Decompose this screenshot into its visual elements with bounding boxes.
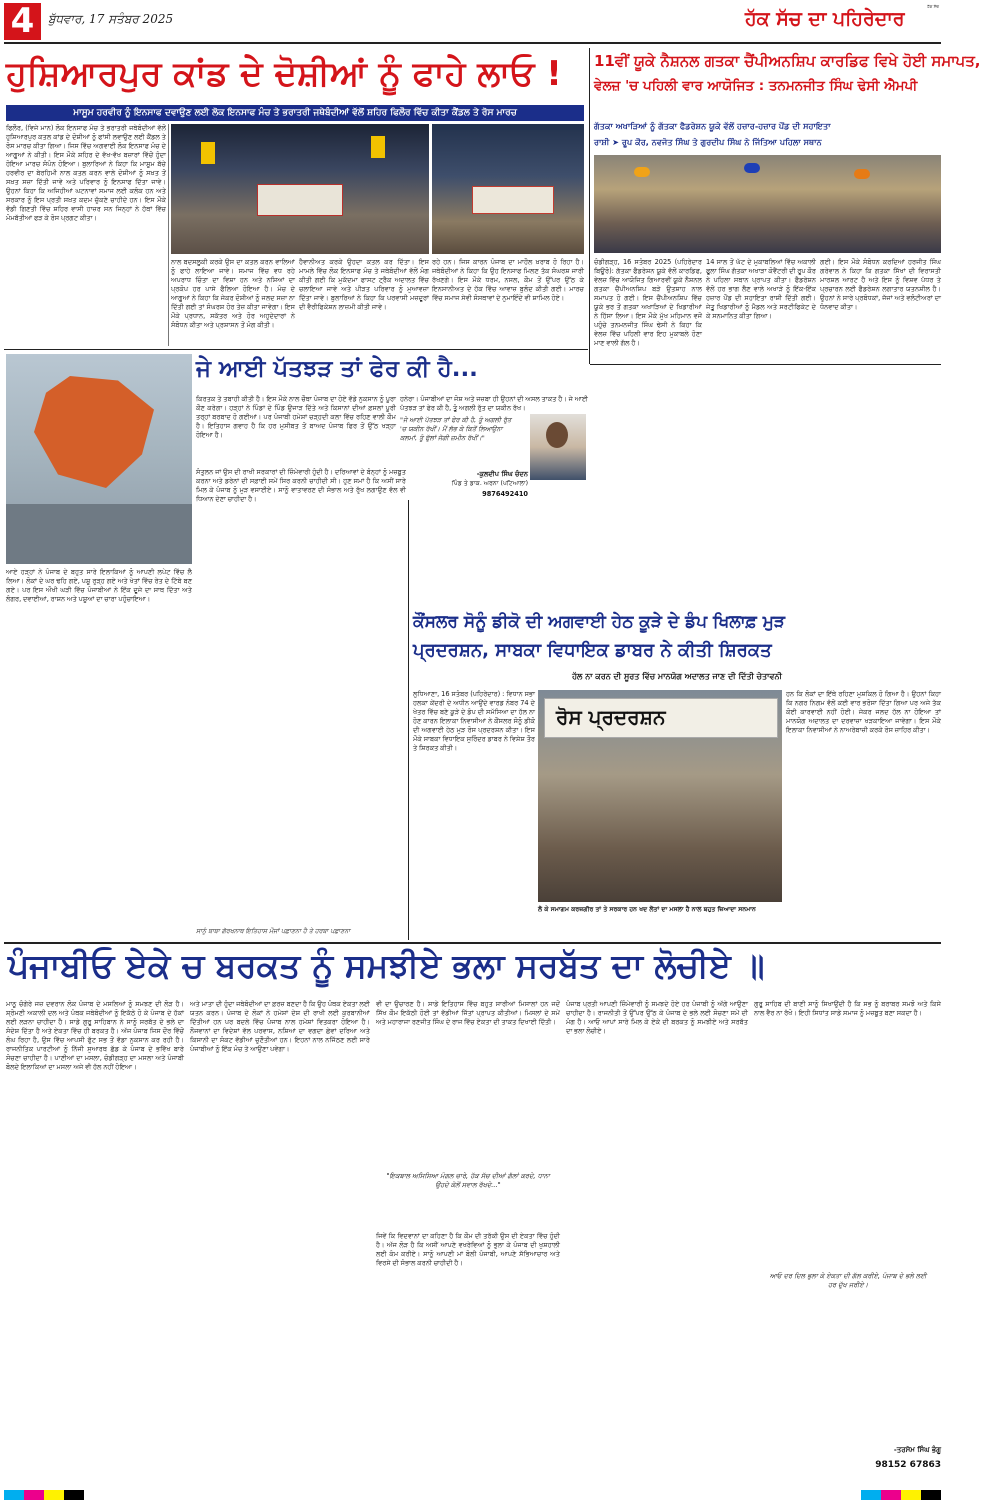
banner-shape (257, 184, 343, 216)
story4-sub: ਹੱਲ ਨਾ ਕਰਨ ਦੀ ਸੂਰਤ ਵਿੱਚ ਮਾਨਯੋਗ ਅਦਾਲਤ ਜਾਣ ਦੀ ਦਿੱਤੀ ਚੇਤਾਵਨੀ (572, 672, 782, 681)
story4-caption: ਲੋ ਕੇ ਸਮਾਗਮ ਕਰਜ਼ਗੀਰ ਤਾਂ ਤੇ ਸਰਕਾਰ ਹਨ ਖਦ ਲੋਤਾਂ ਦਾ ਮਸਲਾ ਹੈ ਨਾਲ ਬਹੁਤ ਜ਼ਿਆਦਾ ਸਨਮਾਨ (538, 906, 756, 913)
swatch (44, 1490, 64, 1500)
story2-col3: ਗਈ। ਇਸ ਮੌਕੇ ਸੰਬੋਧਨ ਕਰਦਿਆਂ ਹਰਜੀਤ ਸਿੰਘ ਗਰੇਵਾਲ ਨੇ ਕਿਹਾ ਕਿ ਗਤਕਾ ਸਿੱਖਾਂ ਦੀ ਵਿਰਾਸਤੀ ਮਾਰਸ਼ਲ ਆਰਟ ਹੈ ਅਤੇ ਇਸ ਨੂੰ ਵਿਸ਼ਵ ਪੱਧਰ ਤੇ ਪ੍ਰਚਾਰਨ ਲਈ ਫੈਡਰੇਸ਼ਨ ਲਗਾਤਾਰ ਯਤਨਸ਼ੀਲ ਹੈ। ਉਹਨਾਂ ਨੇ ਸਾਰੇ ਪ੍ਰਬੰਧਕਾਂ, ਜੱਜਾਂ ਅਤੇ ਵਲੰਟੀਅਰਾਂ ਦਾ ਧੰਨਵਾਦ ਕੀਤਾ। (820, 258, 941, 312)
brand-name: ਹੱਕ ਸੱਚ ਦਾ ਪਹਿਰੇਦਾਰ (745, 8, 905, 30)
story1-col3: ਹੈਵਾਨੀਅਤ ਕਰਕੇ ਉਹਦਾ ਕਤਲ ਕਰ ਦਿੱਤਾ। ਇਸ ਮਾਮਲੇ ਵਿੱਚ ਲੋਕ ਇਨਸਾਫ ਮੰਚ ਤੇ ਜਥੇਬੰਦੀਆਂ ਵੱਲੋਂ ਮੰਗ ਕੀਤੀ ਗਈ ਕਿ ਮੁਕੱਦਮਾ ਫਾਸਟ ਟ੍ਰੈਕ ਅਦਾਲਤ ਵਿੱਚ ਚਲਾਇਆ ਜਾਵੇ ਅਤੇ ਪੀੜਤ ਪਰਿਵਾਰ ਨੂੰ ਮੁਆਵਜ਼ਾ ਦਿੱਤਾ ਜਾਵੇ। ਬੁਲਾਰਿਆਂ ਨੇ ਕਿਹਾ ਕਿ ਪਰਵਾਸੀ ਮਜ਼ਦੂਰਾਂ ਦੀ ਵੈਰੀਫਿਕੇਸ਼ਨ ਲਾਜ਼ਮੀ ਕੀਤੀ ਜਾਵੇ। (299, 258, 429, 312)
story4-headline2: ਪ੍ਰਦਰਸ਼ਨ, ਸਾਬਕਾ ਵਿਧਾਇਕ ਡਾਬਰ ਨੇ ਕੀਤੀ ਸ਼ਿਰਕਤ (413, 640, 772, 661)
swatch (64, 1490, 84, 1500)
story5-col6: ਗੁਰੂ ਸਾਹਿਬ ਦੀ ਬਾਣੀ ਸਾਨੂੰ ਸਿਖਾਉਂਦੀ ਹੈ ਕਿ ਸਭ ਨੂੰ ਬਰਾਬਰ ਸਮਝੋ ਅਤੇ ਕਿਸੇ ਨਾਲ ਵੈਰ ਨਾ ਰੱਖੋ। ਇਹੀ ਸਿਧਾਂਤ ਸਾਡੇ ਸਮਾਜ ਨੂੰ ਮਜ਼ਬੂਤ ਬਣਾ ਸਕਦਾ ਹੈ। (754, 1000, 941, 1018)
divider (4, 942, 941, 944)
story2-headline: 11ਵੀਂ ਯੂਕੇ ਨੈਸ਼ਨਲ ਗਤਕਾ ਚੈਂਪੀਅਨਸ਼ਿਪ ਕਾਰਡਿਫ ਵਿਖੇ ਹੋਈ ਸਮਾਪਤ, (594, 52, 981, 70)
color-registration-bar-right (861, 1490, 941, 1500)
story1-photo-candle-march (171, 124, 429, 254)
story3-col3: ਆਏ ਹੜ੍ਹਾਂ ਨੇ ਪੰਜਾਬ ਦੇ ਬਹੁਤ ਸਾਰੇ ਇਲਾਕਿਆਂ ਨੂੰ ਆਪਣੀ ਲਪੇਟ ਵਿੱਚ ਲੈ ਲਿਆ। ਲੋਕਾਂ ਦੇ ਘਰ ਢਹਿ ਗਏ, ਪਸ਼ੂ ਰੁੜ੍ਹ ਗਏ ਅਤੇ ਖੇਤਾਂ ਵਿੱਚ ਰੇਤ ਦੇ ਟਿੱਬੇ ਬਣ ਗਏ। ਪਰ ਇਸ ਔਖੀ ਘੜੀ ਵਿੱਚ ਪੰਜਾਬੀਆਂ ਨੇ ਇੱਕ ਦੂਜੇ ਦਾ ਸਾਥ ਦਿੱਤਾ ਅਤੇ ਲੰਗਰ, ਦਵਾਈਆਂ, ਰਾਸ਼ਨ ਅਤੇ ਪਸ਼ੂਆਂ ਦਾ ਚਾਰਾ ਪਹੁੰਚਾਇਆ। (6, 568, 192, 604)
story3-poem: "ਜੇ ਆਈ ਪੱਤਝੜ ਤਾਂ ਫੇਰ ਕੀ ਹੈ, ਤੂੰ ਅਗਲੀ ਰੁੱਤ 'ਚ ਯਕੀਨ ਰੱਖੀਂ। ਮੈਂ ਲੱਭ ਕੇ ਕਿਤੋਂ ਲਿਆਉਨਾ ਕਲਮਾਂ, ਤੂੰ ਫੁੱਲਾਂ ਜੋਗੀ ਜ਼ਮੀਨ ਰੱਖੀਂ।" (400, 416, 512, 442)
swatch (24, 1490, 44, 1500)
protest-banner-text: ਰੋਸ ਪ੍ਰਦਰਸ਼ਨ (556, 705, 666, 729)
story4-col1: ਲੁਧਿਆਣਾ, 16 ਸਤੰਬਰ (ਪਹਿਰੇਦਾਰ) : ਵਿਧਾਨ ਸਭਾ ਹਲਕਾ ਕੇਂਦਰੀ ਦੇ ਅਧੀਨ ਆਉਂਦੇ ਵਾਰਡ ਨੰਬਰ 74 ਦੇ ਖੇਤਰ ਵਿੱਚ ਬਣੇ ਕੂੜੇ ਦੇ ਡੰਪ ਦੀ ਸਮੱਸਿਆ ਦਾ ਹੱਲ ਨਾ ਹੋਣ ਕਾਰਨ ਇਲਾਕਾ ਨਿਵਾਸੀਆਂ ਨੇ ਕੌਂਸਲਰ ਸੋਨੂੰ ਡੀਕੋ ਦੀ ਅਗਵਾਈ ਹੇਠ ਮੁੜ ਰੋਸ ਪ੍ਰਦਰਸ਼ਨ ਕੀਤਾ। ਇਸ ਮੌਕੇ ਸਾਬਕਾ ਵਿਧਾਇਕ ਸੁਰਿੰਦਰ ਡਾਬਰ ਨੇ ਵਿਸ਼ੇਸ਼ ਤੌਰ ਤੇ ਸ਼ਿਰਕਤ ਕੀਤੀ। (413, 690, 535, 753)
turban-shape (634, 167, 650, 177)
story2-headline2: ਵੇਲਜ਼ 'ਚ ਪਹਿਲੀ ਵਾਰ ਆਯੋਜਿਤ : ਤਨਮਨਜੀਤ ਸਿੰਘ ਢੇਸੀ ਐਮਪੀ (594, 78, 918, 94)
story3-author-role: ਪਿੰਡ ਤੇ ਡਾਕ. ਅਰਨਾ (ਪਟਿਆਲਾ) (451, 480, 528, 487)
swatch (921, 1490, 941, 1500)
story3-headline: ਜੇ ਆਈ ਪੱਤਝੜ ਤਾਂ ਫੇਰ ਕੀ ਹੈ... (196, 356, 478, 382)
swatch (4, 1490, 24, 1500)
swatch (901, 1490, 921, 1500)
story1-subhead: ਮਾਸੂਮ ਹਰਵੀਰ ਨੂੰ ਇਨਸਾਫ ਦਵਾਉਣ ਲਈ ਲੋਕ ਇਨਸਾਫ ਮੰਚ ਤੇ ਭਰਾਤਰੀ ਜਥੇਬੰਦੀਆਂ ਵੱਲੋਂ ਸ਼ਹਿਰ ਫਿਲੌਰ ਵਿੱਚ ਕੀਤਾ ਕੈਂਡਲ ਤੇ ਰੋਸ ਮਾਰਚ (6, 105, 584, 121)
story5-headline: ਪੰਜਾਬੀਓ ਏਕੇ ਚ ਬਰਕਤ ਨੂੰ ਸਮਝੀਏ ਭਲਾ ਸਰਬੱਤ ਦਾ ਲੋਚੀਏ ॥ (8, 946, 765, 985)
page-number: 4 (10, 1, 35, 41)
section-divider (589, 48, 590, 364)
story3-credit: ਸਾਨੂੰ ਬਾਬਾ ਗੋਰਖਨਾਥ ਇਤਿਹਾਸ ਮੌਜਾਂ ਪਛਾਣਨਾ ਹੈ ਤੇ ਹਰਬਾ ਪਛਾਣਨਾ (196, 928, 351, 935)
story3-map-punjab-floods (6, 354, 192, 564)
story5-col3: ਵੀ ਦਾ ਉਚਾਰਣ ਹੈ। ਸਾਡੇ ਇਤਿਹਾਸ ਵਿੱਚ ਬਹੁਤ ਸਾਰੀਆਂ ਮਿਸਾਲਾਂ ਹਨ ਜਦੋਂ ਸਿੱਖ ਕੌਮ ਇਕੱਠੀ ਹੋਈ ਤਾਂ ਵੱਡੀਆਂ ਜਿੱਤਾਂ ਪ੍ਰਾਪਤ ਕੀਤੀਆਂ। ਮਿਸਲਾਂ ਦੇ ਸਮੇਂ ਅਤੇ ਮਹਾਰਾਜਾ ਰਣਜੀਤ ਸਿੰਘ ਦੇ ਰਾਜ ਵਿੱਚ ਏਕਤਾ ਦੀ ਤਾਕਤ ਦਿਖਾਈ ਦਿੱਤੀ। (376, 1000, 560, 1027)
story2-sub1: ਗੱਤਕਾ ਅਖਾੜਿਆਂ ਨੂੰ ਗੱਤਕਾ ਫੈਡਰੇਸ਼ਨ ਯੂਕੇ ਵੱਲੋਂ ਹਜ਼ਾਰ-ਹਜ਼ਾਰ ਪੌਂਡ ਦੀ ਸਹਾਇਤਾ (594, 121, 831, 131)
section-divider (408, 500, 409, 940)
story5-col4: ਜਿਵੇਂ ਕਿ ਵਿਦਵਾਨਾਂ ਦਾ ਕਹਿਣਾ ਹੈ ਕਿ ਕੌਮ ਦੀ ਤਰੱਕੀ ਉਸ ਦੀ ਏਕਤਾ ਵਿੱਚ ਹੁੰਦੀ ਹੈ। ਅੱਜ ਲੋੜ ਹੈ ਕਿ ਅਸੀਂ ਆਪਣੇ ਵਖਰੇਵਿਆਂ ਨੂੰ ਭੁਲਾ ਕੇ ਪੰਜਾਬ ਦੀ ਖੁਸ਼ਹਾਲੀ ਲਈ ਕੰਮ ਕਰੀਏ। ਸਾਨੂੰ ਆਪਣੀ ਮਾਂ ਬੋਲੀ ਪੰਜਾਬੀ, ਆਪਣੇ ਸੱਭਿਆਚਾਰ ਅਤੇ ਵਿਰਸੇ ਦੀ ਸੰਭਾਲ ਕਰਨੀ ਚਾਹੀਦੀ ਹੈ। (376, 1232, 560, 1268)
map-shape (34, 376, 154, 488)
story2-col1: ਚੰਡੀਗੜ੍ਹ, 16 ਸਤੰਬਰ 2025 (ਪਹਿਰੇਦਾਰ ਬਿਊਰੋ): ਗੱਤਕਾ ਫੈਡਰੇਸ਼ਨ ਯੂਕੇ ਵੱਲੋਂ ਕਾਰਡਿਫ, ਵੇਲਜ਼ ਵਿੱਚ ਆਯੋਜਿਤ ਗਿਆਰਵੀਂ ਯੂਕੇ ਨੈਸ਼ਨਲ ਗਤਕਾ ਚੈਂਪੀਅਨਸ਼ਿਪ ਬੜੇ ਉਤਸ਼ਾਹ ਨਾਲ ਸਮਾਪਤ ਹੋ ਗਈ। ਇਸ ਚੈਂਪੀਅਨਸ਼ਿਪ ਵਿੱਚ ਯੂਕੇ ਭਰ ਤੋਂ ਗਤਕਾ ਅਖਾੜਿਆਂ ਦੇ ਖਿਡਾਰੀਆਂ ਨੇ ਹਿੱਸਾ ਲਿਆ। ਇਸ ਮੌਕੇ ਮੁੱਖ ਮਹਿਮਾਨ ਵਜੋਂ ਪਹੁੰਚੇ ਤਨਮਨਜੀਤ ਸਿੰਘ ਢੇਸੀ ਨੇ ਕਿਹਾ ਕਿ ਵੇਲਜ਼ ਵਿੱਚ ਪਹਿਲੀ ਵਾਰ ਇਹ ਮੁਕਾਬਲੇ ਹੋਣਾ ਮਾਣ ਵਾਲੀ ਗੱਲ ਹੈ। (594, 258, 702, 348)
story3-author-phone: 9876492410 (482, 490, 528, 498)
story1-headline: ਹੁਸ਼ਿਆਰਪੁਰ ਕਾਂਡ ਦੇ ਦੋਸ਼ੀਆਂ ਨੂੰ ਫਾਹੇ ਲਾਓ ! (6, 54, 562, 94)
story2-sub2: ਰਾਸ਼ੀ ➤ ਰੂਪ ਕੌਰ, ਨਵਜੋਤ ਸਿੰਘ ਤੇ ਗੁਰਦੀਪ ਸਿੰਘ ਨੇ ਜਿੱਤਿਆ ਪਹਿਲਾ ਸਥਾਨ (594, 137, 822, 147)
swatch (861, 1490, 881, 1500)
story3-col2: ਹਨੇਰਾ। ਪੰਜਾਬੀਆਂ ਦਾ ਜੋਸ਼ ਅਤੇ ਜਜ਼ਬਾ ਹੀ ਉਹਨਾਂ ਦੀ ਅਸਲ ਤਾਕਤ ਹੈ। ਜੇ ਆਈ ਪੱਤਝੜ ਤਾਂ ਫੇਰ ਕੀ ਹੈ, ਤੂੰ ਅਗਲੀ ਰੁੱਤ ਦਾ ਯਕੀਨ ਰੱਖ। (400, 395, 588, 413)
story4-headline: ਕੌਂਸਲਰ ਸੋਨੂੰ ਡੀਕੋ ਦੀ ਅਗਵਾਈ ਹੇਠ ਕੂੜੇ ਦੇ ਡੰਪ ਖਿਲਾਫ਼ ਮੁੜ (413, 612, 785, 632)
masthead-brand (745, 4, 941, 38)
turban-shape (854, 169, 870, 179)
story5-col1: ਮਾਨੂ ਚੰਗੇਰੇ ਜਜ਼ ਦਵਰਾਨ ਲੋਕ ਪੰਜਾਬ ਦੇ ਮਸਲਿਆਂ ਨੂੰ ਸਮਝਣ ਦੀ ਲੋੜ ਹੈ। ਸ਼੍ਰੋਮਣੀ ਅਕਾਲੀ ਦਲ ਅਤੇ ਪੰਥਕ ਜਥੇਬੰਦੀਆਂ ਨੂੰ ਇਕੱਠੇ ਹੋ ਕੇ ਪੰਜਾਬ ਦੇ ਹੱਕਾਂ ਲਈ ਲੜਨਾ ਚਾਹੀਦਾ ਹੈ। ਸਾਡੇ ਗੁਰੂ ਸਾਹਿਬਾਨ ਨੇ ਸਾਨੂੰ ਸਰਬੱਤ ਦੇ ਭਲੇ ਦਾ ਸੰਦੇਸ਼ ਦਿੱਤਾ ਹੈ ਅਤੇ ਏਕਤਾ ਵਿੱਚ ਹੀ ਬਰਕਤ ਹੈ। ਅੱਜ ਪੰਜਾਬ ਜਿਸ ਦੌਰ ਵਿੱਚੋਂ ਲੰਘ ਰਿਹਾ ਹੈ, ਉਸ ਵਿੱਚ ਆਪਸੀ ਫੁੱਟ ਸਭ ਤੋਂ ਵੱਡਾ ਨੁਕਸਾਨ ਕਰ ਰਹੀ ਹੈ। ਰਾਜਨੀਤਿਕ ਪਾਰਟੀਆਂ ਨੂੰ ਨਿੱਜੀ ਸੁਆਰਥ ਛੱਡ ਕੇ ਪੰਜਾਬ ਦੇ ਭਵਿੱਖ ਬਾਰੇ ਸੋਚਣਾ ਚਾਹੀਦਾ ਹੈ। ਪਾਣੀਆਂ ਦਾ ਮਸਲਾ, ਚੰਡੀਗੜ੍ਹ ਦਾ ਮਸਲਾ ਅਤੇ ਪੰਜਾਬੀ ਬੋਲਦੇ ਇਲਾਕਿਆਂ ਦਾ ਮਸਲਾ ਅਜੇ ਵੀ ਹੱਲ ਨਹੀਂ ਹੋਇਆ। (6, 1000, 184, 1072)
brand-small: ਹੱਕ ਸੱਚ (927, 4, 939, 9)
avatar (546, 422, 568, 448)
story1-col1: ਫਿਲੌਰ, (ਵਿਜੇ ਮਾਨ) ਲੋਕ ਇਨਸਾਫ ਮੰਚ ਤੇ ਭਰਾਤਰੀ ਜਥੇਬੰਦੀਆਂ ਵੱਲੋਂ ਹੁਸ਼ਿਆਰਪੁਰ ਕਤਲ ਕਾਂਡ ਦੇ ਦੋਸ਼ੀਆਂ ਨੂੰ ਫਾਂਸੀ ਲਵਾਉਣ ਲਈ ਕੈਂਡਲ ਤੇ ਰੋਸ ਮਾਰਚ ਕੀਤਾ ਗਿਆ। ਜਿਸ ਵਿੱਚ ਅਗਵਾਈ ਲੋਕ ਇਨਸਾਫ ਮੰਚ ਦੇ ਆਗੂਆਂ ਨੇ ਕੀਤੀ। ਇਸ ਮੌਕੇ ਸ਼ਹਿਰ ਦੇ ਵੱਖ-ਵੱਖ ਬਜ਼ਾਰਾਂ ਵਿੱਚੋਂ ਹੁੰਦਾ ਹੋਇਆ ਮਾਰਚ ਸੰਪੰਨ ਹੋਇਆ। ਬੁਲਾਰਿਆਂ ਨੇ ਕਿਹਾ ਕਿ ਮਾਸੂਮ ਬੱਚੇ ਹਰਵੀਰ ਦਾ ਬੇਰਹਿਮੀ ਨਾਲ ਕਤਲ ਕਰਨ ਵਾਲੇ ਦੋਸ਼ੀਆਂ ਨੂੰ ਸਖ਼ਤ ਤੋਂ ਸਖ਼ਤ ਸਜ਼ਾ ਦਿੱਤੀ ਜਾਵੇ ਅਤੇ ਪਰਿਵਾਰ ਨੂੰ ਇਨਸਾਫ ਦਿੱਤਾ ਜਾਵੇ। ਉਹਨਾਂ ਕਿਹਾ ਕਿ ਅਜਿਹੀਆਂ ਘਟਨਾਵਾਂ ਸਮਾਜ ਲਈ ਕਲੰਕ ਹਨ ਅਤੇ ਸਰਕਾਰ ਨੂੰ ਇਸ ਪ੍ਰਤੀ ਸਖ਼ਤ ਕਦਮ ਚੁੱਕਣੇ ਚਾਹੀਦੇ ਹਨ। ਇਸ ਮੌਕੇ ਵੱਡੀ ਗਿਣਤੀ ਵਿੱਚ ਸ਼ਹਿਰ ਵਾਸੀ ਹਾਜ਼ਰ ਸਨ ਜਿਨ੍ਹਾਂ ਨੇ ਹੱਥਾਂ ਵਿੱਚ ਮੋਮਬੱਤੀਆਂ ਫੜ ਕੇ ਰੋਸ ਪ੍ਰਗਟ ਕੀਤਾ। (6, 124, 166, 223)
story2-photo-gatka-winners (594, 155, 941, 253)
story5-col5: ਪੰਜਾਬ ਪ੍ਰਤੀ ਆਪਣੀ ਜ਼ਿੰਮੇਵਾਰੀ ਨੂੰ ਸਮਝਦੇ ਹੋਏ ਹਰ ਪੰਜਾਬੀ ਨੂੰ ਅੱਗੇ ਆਉਣਾ ਚਾਹੀਦਾ ਹੈ। ਰਾਜਨੀਤੀ ਤੋਂ ਉੱਪਰ ਉੱਠ ਕੇ ਪੰਜਾਬ ਦੇ ਭਲੇ ਲਈ ਸੋਚਣਾ ਸਮੇਂ ਦੀ ਮੰਗ ਹੈ। ਆਓ ਆਪਾਂ ਸਾਰੇ ਮਿਲ ਕੇ ਏਕੇ ਦੀ ਬਰਕਤ ਨੂੰ ਸਮਝੀਏ ਅਤੇ ਸਰਬੱਤ ਦਾ ਭਲਾ ਲੋਚੀਏ। (566, 1000, 748, 1036)
story3-author: -ਕੁਲਦੀਪ ਸਿੰਘ ਚੰਦਨ (476, 470, 528, 478)
story5-poem2: ਆਓ ਦਰ ਦਿਲ ਭੁਲਾ ਕੇ ਏਕਤਾ ਦੀ ਗੱਲ ਕਰੀਏ, ਪੰਜਾਬ ਦੇ ਭਲੇ ਲਈ ਹਰ ਦੁੱਖ ਜਰੀਏ। (769, 1272, 927, 1289)
story4-col2: ਹਨ ਕਿ ਲੋਕਾਂ ਦਾ ਇੱਥੇ ਰਹਿਣਾ ਮੁਸ਼ਕਿਲ ਹੋ ਗਿਆ ਹੈ। ਉਹਨਾਂ ਕਿਹਾ ਕਿ ਨਗਰ ਨਿਗਮ ਵੱਲੋਂ ਕਈ ਵਾਰ ਭਰੋਸਾ ਦਿੱਤਾ ਗਿਆ ਪਰ ਅਜੇ ਤੱਕ ਕੋਈ ਕਾਰਵਾਈ ਨਹੀਂ ਹੋਈ। ਜੇਕਰ ਜਲਦ ਹੱਲ ਨਾ ਹੋਇਆ ਤਾਂ ਮਾਨਯੋਗ ਅਦਾਲਤ ਦਾ ਦਰਵਾਜ਼ਾ ਖੜਕਾਇਆ ਜਾਵੇਗਾ। ਇਸ ਮੌਕੇ ਇਲਾਕਾ ਨਿਵਾਸੀਆਂ ਨੇ ਨਾਅਰੇਬਾਜ਼ੀ ਕਰਕੇ ਰੋਸ ਜ਼ਾਹਿਰ ਕੀਤਾ। (786, 690, 941, 735)
swatch (881, 1490, 901, 1500)
story5-phone: 98152 67863 (875, 1460, 941, 1470)
flag-shape (371, 136, 385, 158)
story4-photo-protest (538, 690, 782, 902)
story5-col2: ਅਤੇ ਮਾਤਾ ਦੀ ਹੁੰਦਾ ਜਥੇਬੰਦੀਆਂ ਦਾ ਫ਼ਰਜ਼ ਬਣਦਾ ਹੈ ਕਿ ਉਹ ਪੰਥਕ ਏਕਤਾ ਲਈ ਯਤਨ ਕਰਨ। ਪੰਜਾਬ ਦੇ ਲੋਕਾਂ ਨੇ ਹਮੇਸ਼ਾਂ ਦੇਸ਼ ਦੀ ਰਾਖੀ ਲਈ ਕੁਰਬਾਨੀਆਂ ਦਿੱਤੀਆਂ ਹਨ ਪਰ ਬਦਲੇ ਵਿੱਚ ਪੰਜਾਬ ਨਾਲ ਹਮੇਸ਼ਾਂ ਵਿਤਕਰਾ ਹੋਇਆ ਹੈ। ਨੌਜਵਾਨਾਂ ਦਾ ਵਿਦੇਸ਼ਾਂ ਵੱਲ ਪਰਵਾਸ, ਨਸ਼ਿਆਂ ਦਾ ਵਗਦਾ ਛੇਵਾਂ ਦਰਿਆ ਅਤੇ ਕਿਸਾਨੀ ਦਾ ਸੰਕਟ ਵੱਡੀਆਂ ਚੁਣੌਤੀਆਂ ਹਨ। ਇਹਨਾਂ ਨਾਲ ਨਜਿੱਠਣ ਲਈ ਸਾਰੇ ਪੰਜਾਬੀਆਂ ਨੂੰ ਇੱਕ ਮੰਚ ਤੇ ਆਉਣਾ ਪਵੇਗਾ। (190, 1000, 370, 1054)
flood-photo-shape (6, 504, 192, 564)
story5-author: -ਤਰਸੇਮ ਸਿੰਘ ਭੰਗੂ (893, 1446, 941, 1454)
col-divider (168, 124, 169, 346)
story1-col4: ਰਹੇ ਹਨ। ਜਿਸ ਕਾਰਨ ਪੰਜਾਬ ਦਾ ਮਾਹੌਲ ਖ਼ਰਾਬ ਹੋ ਰਿਹਾ ਹੈ। ਜਥੇਬੰਦੀਆਂ ਨੇ ਕਿਹਾ ਕਿ ਉਹ ਇਨਸਾਫ ਮਿਲਣ ਤੱਕ ਸੰਘਰਸ਼ ਜਾਰੀ ਰੱਖਣਗੇ। ਇਸ ਮੌਕੇ ਧਰਮ, ਨਸਲ, ਕੌਮ ਤੋਂ ਉੱਪਰ ਉੱਠ ਕੇ ਇਨਸਾਨੀਅਤ ਦੇ ਹੱਕ ਵਿੱਚ ਆਵਾਜ਼ ਬੁਲੰਦ ਕੀਤੀ ਗਈ। ਮਾਰਚ ਵਿੱਚ ਸਮਾਜ ਸੇਵੀ ਸੰਸਥਾਵਾਂ ਦੇ ਨੁਮਾਇੰਦੇ ਵੀ ਸ਼ਾਮਿਲ ਹੋਏ। (432, 258, 584, 303)
story1-col2: ਨਾਲ ਬਦਸਲੂਕੀ ਕਰਕੇ ਉਸ ਦਾ ਕਤਲ ਕਰਨ ਵਾਲਿਆਂ ਨੂੰ ਫਾਹੇ ਲਾਇਆ ਜਾਵੇ। ਸਮਾਜ ਵਿੱਚ ਵਧ ਰਹੇ ਅਪਰਾਧ ਚਿੰਤਾ ਦਾ ਵਿਸ਼ਾ ਹਨ ਅਤੇ ਨਸ਼ਿਆਂ ਦਾ ਪ੍ਰਕੋਪ ਹਰ ਪਾਸੇ ਫੈਲਿਆ ਹੋਇਆ ਹੈ। ਮੰਚ ਦੇ ਆਗੂਆਂ ਨੇ ਕਿਹਾ ਕਿ ਜੇਕਰ ਦੋਸ਼ੀਆਂ ਨੂੰ ਜਲਦ ਸਜ਼ਾ ਨਾ ਦਿੱਤੀ ਗਈ ਤਾਂ ਸੰਘਰਸ਼ ਹੋਰ ਤੇਜ਼ ਕੀਤਾ ਜਾਵੇਗਾ। ਇਸ ਮੌਕੇ ਪ੍ਰਧਾਨ, ਸਕੱਤਰ ਅਤੇ ਹੋਰ ਅਹੁਦੇਦਾਰਾਂ ਨੇ ਸੰਬੋਧਨ ਕੀਤਾ ਅਤੇ ਪ੍ਰਸ਼ਾਸਨ ਤੋਂ ਮੰਗ ਕੀਤੀ। (171, 258, 295, 330)
header-rule (4, 42, 941, 44)
story5-poem: "ਇਕਬਾਲ ਅਸਿਸਿਆ ਮੰਗਲ ਚਾਰੇ, ਹੱਕ ਸੱਚ ਦੀਆਂ ਗੱਲਾਂ ਕਰਦੇ, ਧਾਨਾ ਉਹਦੇ ਕੋਲੋਂ ਸਵਾਲ ਰੱਖਦੇ..." (386, 1172, 550, 1189)
divider (590, 364, 941, 365)
story3-author-photo (530, 414, 586, 480)
story3-col4: ਸੰਤੁਲਨ ਜਾਂ ਉਸ ਦੀ ਰਾਖੀ ਸਰਕਾਰਾਂ ਦੀ ਜ਼ਿੰਮੇਵਾਰੀ ਹੁੰਦੀ ਹੈ। ਦਰਿਆਵਾਂ ਦੇ ਬੰਨ੍ਹਾਂ ਨੂੰ ਮਜ਼ਬੂਤ ਕਰਨਾ ਅਤੇ ਡਰੇਨਾਂ ਦੀ ਸਫ਼ਾਈ ਸਮੇਂ ਸਿਰ ਕਰਨੀ ਚਾਹੀਦੀ ਸੀ। ਹੁਣ ਸਮਾਂ ਹੈ ਕਿ ਅਸੀਂ ਸਾਰੇ ਮਿਲ ਕੇ ਪੰਜਾਬ ਨੂੰ ਮੁੜ ਵਸਾਈਏ। ਸਾਨੂੰ ਵਾਤਾਵਰਣ ਦੀ ਸੰਭਾਲ ਅਤੇ ਰੁੱਖ ਲਗਾਉਣ ਵੱਲ ਵੀ ਧਿਆਨ ਦੇਣਾ ਚਾਹੀਦਾ ਹੈ। (196, 468, 406, 504)
turban-shape (744, 163, 760, 173)
story2-col2: 14 ਸਾਲ ਤੋਂ ਘੱਟ ਦੇ ਮੁਕਾਬਲਿਆਂ ਵਿੱਚ ਅਕਾਲੀ ਫੂਲਾ ਸਿੰਘ ਗੱਤਕਾ ਅਖਾੜਾ ਕੋਵੈਂਟਰੀ ਦੀ ਰੂਪ ਕੌਰ ਨੇ ਪਹਿਲਾ ਸਥਾਨ ਪ੍ਰਾਪਤ ਕੀਤਾ। ਫੈਡਰੇਸ਼ਨ ਵੱਲੋਂ ਹਰ ਭਾਗ ਲੈਣ ਵਾਲੇ ਅਖਾੜੇ ਨੂੰ ਇੱਕ-ਇੱਕ ਹਜ਼ਾਰ ਪੌਂਡ ਦੀ ਸਹਾਇਤਾ ਰਾਸ਼ੀ ਦਿੱਤੀ ਗਈ। ਜੇਤੂ ਖਿਡਾਰੀਆਂ ਨੂੰ ਮੈਡਲ ਅਤੇ ਸਰਟੀਫਿਕੇਟ ਦੇ ਕੇ ਸਨਮਾਨਿਤ ਕੀਤਾ ਗਿਆ। (706, 258, 816, 321)
story3-col1: ਕਿਰਤਕ ਤੇ ਤਬਾਹੀ ਕੀਤੀ ਹੈ। ਇਸ ਮੌਕੇ ਨਾਲ ਚੌਥਾ ਪੰਜਾਬ ਦਾ ਹੋਏ ਵੱਡੇ ਨੁਕਸਾਨ ਨੂੰ ਪੂਰਾ ਕੌਣ ਕਰੇਗਾ। ਹੜ੍ਹਾਂ ਨੇ ਪਿੰਡਾਂ ਦੇ ਪਿੰਡ ਉਜਾੜ ਦਿੱਤੇ ਅਤੇ ਕਿਸਾਨਾਂ ਦੀਆਂ ਫ਼ਸਲਾਂ ਪੂਰੀ ਤਰ੍ਹਾਂ ਬਰਬਾਦ ਹੋ ਗਈਆਂ। ਪਰ ਪੰਜਾਬੀ ਹਮੇਸ਼ਾਂ ਚੜ੍ਹਦੀ ਕਲਾ ਵਿੱਚ ਰਹਿਣ ਵਾਲੀ ਕੌਮ ਹੈ। ਇਤਿਹਾਸ ਗਵਾਹ ਹੈ ਕਿ ਹਰ ਮੁਸੀਬਤ ਤੋਂ ਬਾਅਦ ਪੰਜਾਬ ਫਿਰ ਤੋਂ ਉੱਠ ਖੜ੍ਹਾ ਹੋਇਆ ਹੈ। (196, 395, 396, 440)
divider (4, 349, 588, 350)
flag-shape (201, 142, 215, 164)
color-registration-bar-left (4, 1490, 84, 1500)
header-date: ਬੁੱਧਵਾਰ, 17 ਸਤੰਬਰ 2025 (48, 12, 174, 26)
